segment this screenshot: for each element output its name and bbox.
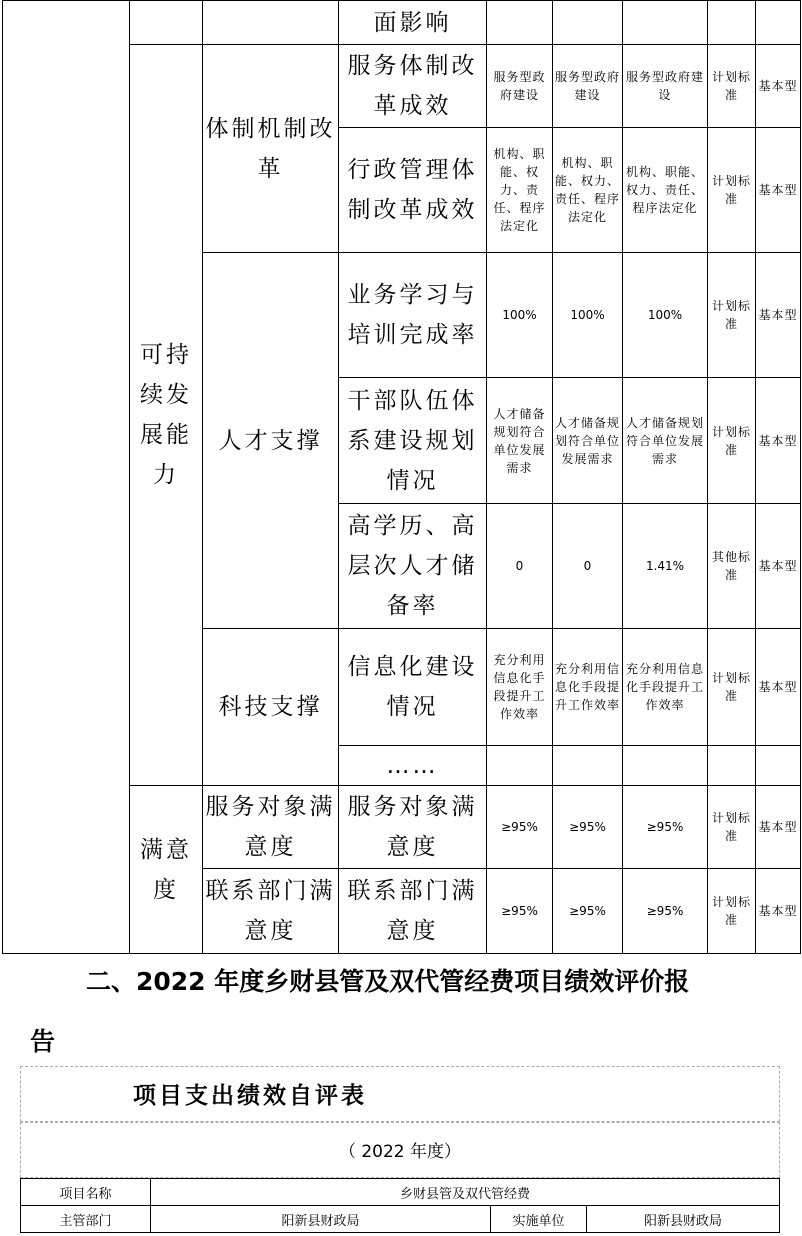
value-cell: [755, 0, 801, 45]
value-cell: 基本型: [755, 377, 801, 504]
indicator-cell: 干部队伍体系建设规划情况: [338, 377, 487, 504]
value-cell: 服务型政府建设: [622, 44, 708, 128]
value-cell: 计划标准: [707, 868, 756, 954]
subgroup-cell: [202, 0, 339, 45]
value-cell: 计划标准: [707, 44, 756, 128]
value-cell: 服务型政府建设: [486, 44, 553, 128]
section-heading-continued: 告: [30, 1027, 56, 1056]
indicator-cell: 高学历、高层次人才储备率: [338, 503, 487, 629]
indicator-cell: 服务对象满意度: [338, 785, 487, 869]
group-cell: [129, 0, 203, 45]
value-cell: [622, 0, 708, 45]
form-title-box: [20, 1066, 780, 1122]
group-satisfaction: 满意度: [129, 785, 203, 954]
value-cell: [707, 0, 756, 45]
value-cell: 100%: [622, 252, 708, 378]
subgroup-cell: 体制机制改革: [202, 44, 339, 253]
value-cell: 计划标准: [707, 628, 756, 746]
impl-label: 实施单位: [490, 1205, 587, 1233]
value-cell: 计划标准: [707, 252, 756, 378]
value-cell: 基本型: [755, 785, 801, 869]
value-cell: 计划标准: [707, 127, 756, 253]
value-cell: 计划标准: [707, 377, 756, 504]
value-cell: ≥95%: [552, 868, 623, 954]
indicator-cell: 服务体制改革成效: [338, 44, 487, 128]
project-name-label: 项目名称: [20, 1178, 151, 1206]
value-cell: 人才储备规划符合单位发展需求: [552, 377, 623, 504]
value-cell: 0: [486, 503, 553, 629]
value-cell: 服务型政府建设: [552, 44, 623, 128]
category-column: [2, 0, 130, 954]
value-cell: 基本型: [755, 44, 801, 128]
value-cell: 基本型: [755, 127, 801, 253]
dept-label: 主管部门: [20, 1205, 151, 1233]
form-title: 项目支出绩效自评表: [133, 1083, 367, 1109]
subgroup-cell: 人才支撑: [202, 252, 339, 629]
indicator-cell: 联系部门满意度: [338, 868, 487, 954]
value-cell: 充分利用信息化手段提升工作效率: [486, 628, 553, 746]
group-sustain: 可持续发展能力: [129, 44, 203, 786]
subgroup-cell: 服务对象满意度: [202, 785, 339, 869]
indicator-cell: 业务学习与培训完成率: [338, 252, 487, 378]
value-cell: 基本型: [755, 503, 801, 629]
value-cell: 1.41%: [622, 503, 708, 629]
value-cell: 机构、职能、权力、责任、程序法定化: [622, 127, 708, 253]
value-cell: [486, 745, 553, 786]
value-cell: 机构、职能、权力、责任、程序法定化: [552, 127, 623, 253]
value-cell: 人才储备规划符合单位发展需求: [486, 377, 553, 504]
subgroup-cell: 科技支撑: [202, 628, 339, 786]
subgroup-cell: 联系部门满意度: [202, 868, 339, 954]
value-cell: 0: [552, 503, 623, 629]
value-cell: 充分利用信息化手段提升工作效率: [622, 628, 708, 746]
value-cell: 人才储备规划符合单位发展需求: [622, 377, 708, 504]
value-cell: [486, 0, 553, 45]
value-cell: 其他标准: [707, 503, 756, 629]
indicator-cell: 面影响: [338, 0, 487, 45]
value-cell: 基本型: [755, 252, 801, 378]
section-heading: 二、2022 年度乡财县管及双代管经费项目绩效评价报: [86, 967, 690, 996]
value-cell: ≥95%: [622, 868, 708, 954]
value-cell: [552, 0, 623, 45]
project-name-value: 乡财县管及双代管经费: [150, 1178, 780, 1206]
value-cell: 机构、职能、权力、责任、程序法定化: [486, 127, 553, 253]
value-cell: ≥95%: [486, 785, 553, 869]
value-cell: [552, 745, 623, 786]
value-cell: [707, 745, 756, 786]
form-year-box: [20, 1122, 780, 1178]
indicator-cell: 行政管理体制改革成效: [338, 127, 487, 253]
value-cell: ≥95%: [552, 785, 623, 869]
value-cell: 100%: [552, 252, 623, 378]
form-year: （ 2022 年度）: [338, 1142, 462, 1162]
indicator-cell: 信息化建设情况: [338, 628, 487, 746]
value-cell: 基本型: [755, 628, 801, 746]
value-cell: ≥95%: [486, 868, 553, 954]
value-cell: 计划标准: [707, 785, 756, 869]
impl-value: 阳新县财政局: [586, 1205, 780, 1233]
value-cell: 基本型: [755, 868, 801, 954]
indicator-cell: ……: [338, 745, 487, 786]
value-cell: 100%: [486, 252, 553, 378]
value-cell: [622, 745, 708, 786]
value-cell: ≥95%: [622, 785, 708, 869]
value-cell: 充分利用信息化手段提升工作效率: [552, 628, 623, 746]
value-cell: [755, 745, 801, 786]
dept-value: 阳新县财政局: [150, 1205, 491, 1233]
